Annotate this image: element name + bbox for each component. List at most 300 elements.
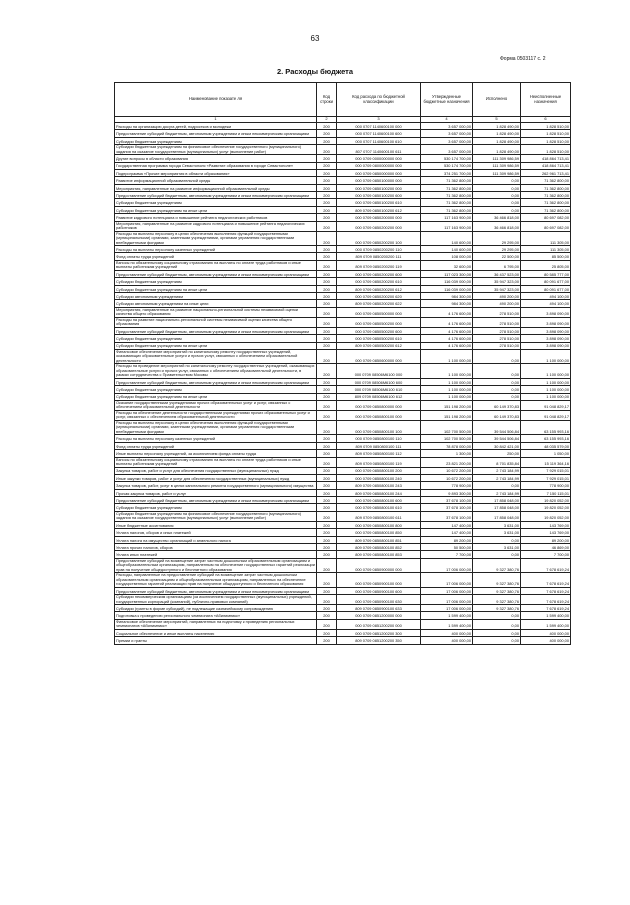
row-unexecuted: 400 000,00 <box>521 637 571 644</box>
row-executed: 0,00 <box>473 637 521 644</box>
row-executed: 0,00 <box>473 177 521 184</box>
row-budget-code: 000 0709 0850200200 620 <box>337 293 421 300</box>
row-unexecuted: 63 155 993,16 <box>521 435 571 442</box>
row-approved: 4 176 600,00 <box>421 317 473 327</box>
table-row <box>115 467 571 474</box>
row-name: Уплата налогов, сборов и иных платежей <box>115 529 317 536</box>
page-number: 63 <box>310 34 320 43</box>
row-budget-code: 809 0709 08506М6100 612 <box>337 393 421 400</box>
row-name: Субсидии (гранты в форме субсидий), не подлежащие казначейскому сопровождению <box>115 605 317 612</box>
row-name: Иные бюджетные ассигнования <box>115 521 317 528</box>
row-budget-code: 809 0709 0850800100 244 <box>337 489 421 496</box>
row-line-code: 200 <box>317 400 337 410</box>
row-unexecuted: 778 900,00 <box>521 482 571 489</box>
row-name: Премии и гранты <box>115 637 317 644</box>
row-budget-code: 809 0709 0850800100 243 <box>337 482 421 489</box>
row-executed: 35 947 323,00 <box>473 278 521 285</box>
row-line-code: 200 <box>317 482 337 489</box>
row-unexecuted: 63 155 993,16 <box>521 420 571 434</box>
row-executed: 111 309 986,59 <box>473 162 521 169</box>
row-unexecuted: 7 700,00 <box>521 551 571 558</box>
row-budget-code: 000 0709 08506М6100 000 <box>337 364 421 378</box>
row-unexecuted: 89 200,00 <box>521 536 571 543</box>
row-unexecuted: 71 362 800,00 <box>521 206 571 213</box>
row-approved: 117 163 900,00 <box>421 221 473 231</box>
header-budget-code: Код расхода по бюджетной классификации <box>337 83 421 117</box>
row-line-code: 200 <box>317 489 337 496</box>
row-budget-code: 000 0709 0850500000 000 <box>337 307 421 317</box>
row-line-code: 200 <box>317 349 337 363</box>
row-executed: 250,00 <box>473 450 521 457</box>
row-line-code: 200 <box>317 595 337 605</box>
row-unexecuted: 80 091 677,00 <box>521 285 571 292</box>
row-approved: 37 678 100,00 <box>421 511 473 521</box>
row-unexecuted: 25 805,00 <box>521 260 571 270</box>
row-unexecuted: 7 678 619,24 <box>521 558 571 572</box>
row-approved: 984 300,00 <box>421 300 473 307</box>
row-approved: 1 100 000,00 <box>421 378 473 385</box>
table-row <box>115 595 571 605</box>
row-name: Уплата прочих налогов, сборов <box>115 543 317 550</box>
table-row <box>115 393 571 400</box>
row-executed: 1 828 490,00 <box>473 145 521 155</box>
row-budget-code: 809 0709 0850800100 851 <box>337 536 421 543</box>
row-approved: 50 500,00 <box>421 543 473 550</box>
row-unexecuted: 7 150 115,01 <box>521 489 571 496</box>
row-executed: 29 295,00 <box>473 246 521 253</box>
row-line-code: 200 <box>317 278 337 285</box>
row-line-code: 200 <box>317 327 337 334</box>
row-line-code: 200 <box>317 410 337 420</box>
row-name: Расходы на проведение мероприятий по капитальному ремонту государственных учреждений, оказывающих образовательные услуги и прочих услуг, связанных с обеспечением образовательной деятельности, в рамках сотрудничества с Правительством Москвы <box>115 364 317 378</box>
row-budget-code: 809 0709 0850800100 852 <box>337 543 421 550</box>
row-name: Иные выплаты персоналу учреждений, за исключением фонда оплаты труда <box>115 450 317 457</box>
table-row <box>115 497 571 504</box>
table-row <box>115 145 571 155</box>
row-name: Субсидии бюджетным учреждениям <box>115 386 317 393</box>
table-row <box>115 543 571 550</box>
row-executed: 22 500,00 <box>473 253 521 260</box>
row-approved: 17 006 000,00 <box>421 595 473 605</box>
row-budget-code: 000 0709 0850800100 610 <box>337 504 421 511</box>
row-name: Расходы на выплаты персоналу в целях обеспечения выполнения функций государственными (муниципальными) органами, казенными учреждениями, органами управления государственными внебюджетными фондами <box>115 420 317 434</box>
row-unexecuted: 91 048 829,17 <box>521 410 571 420</box>
row-name: Закупка товаров, работ, услуг в целях капитального ремонта государственного (муниципального) имущества <box>115 482 317 489</box>
row-approved: 530 174 700,00 <box>421 155 473 162</box>
row-line-code: 200 <box>317 435 337 442</box>
row-name: Субсидии бюджетным учреждениям на иные цели <box>115 206 317 213</box>
row-budget-code: 000 0709 0850800100 800 <box>337 521 421 528</box>
row-approved: 3 657 000,00 <box>421 130 473 137</box>
table-row <box>115 162 571 169</box>
row-executed: 3 631,00 <box>473 543 521 550</box>
row-name: Закупка товаров, работ и услуг для обеспечения государственных (муниципальных) нужд <box>115 467 317 474</box>
row-name: Фонд оплаты труда учреждений <box>115 442 317 449</box>
row-unexecuted: 80 585 777,00 <box>521 270 571 277</box>
row-unexecuted: 1 828 510,00 <box>521 123 571 130</box>
header-name: Наименование показате ля <box>115 83 317 117</box>
table-row <box>115 511 571 521</box>
row-line-code: 200 <box>317 619 337 629</box>
row-executed: 9 327 380,76 <box>473 558 521 572</box>
table-row <box>115 482 571 489</box>
row-unexecuted: 143 769,00 <box>521 521 571 528</box>
row-unexecuted: 19 820 052,00 <box>521 511 571 521</box>
row-budget-code: 000 0709 0850800100 850 <box>337 529 421 536</box>
row-unexecuted: 1 828 510,00 <box>521 130 571 137</box>
row-unexecuted: 19 820 052,00 <box>521 504 571 511</box>
row-line-code: 200 <box>317 253 337 260</box>
row-line-code: 200 <box>317 511 337 521</box>
row-name: Субсидии бюджетным учреждениям на иные цели <box>115 285 317 292</box>
row-line-code: 200 <box>317 162 337 169</box>
row-line-code: 200 <box>317 529 337 536</box>
table-row <box>115 605 571 612</box>
row-budget-code: 809 0709 0850200200 119 <box>337 260 421 270</box>
table-row <box>115 442 571 449</box>
row-line-code: 200 <box>317 497 337 504</box>
row-line-code: 200 <box>317 551 337 558</box>
row-budget-code: 809 0709 0850100200 612 <box>337 206 421 213</box>
row-approved: 400 000,00 <box>421 637 473 644</box>
row-name: Расходы на выплаты персоналу казенных учреждений <box>115 246 317 253</box>
row-executed: 0,00 <box>473 619 521 629</box>
row-name: Фонд оплаты труда учреждений <box>115 253 317 260</box>
row-line-code: 200 <box>317 457 337 467</box>
row-budget-code: 000 0707 1140600100 610 <box>337 137 421 144</box>
row-approved: 3 657 000,00 <box>421 123 473 130</box>
row-line-code: 200 <box>317 386 337 393</box>
row-executed: 39 544 506,84 <box>473 435 521 442</box>
row-budget-code: 000 0709 0850500200 600 <box>337 327 421 334</box>
row-unexecuted: 3 898 090,00 <box>521 327 571 334</box>
row-unexecuted: 1 100 000,00 <box>521 349 571 363</box>
row-executed: 0,00 <box>473 199 521 206</box>
table-row <box>115 349 571 363</box>
row-approved: 32 600,00 <box>421 260 473 270</box>
row-approved: 71 362 800,00 <box>421 177 473 184</box>
row-approved: 1 100 000,00 <box>421 349 473 363</box>
row-budget-code: 809 0709 0850200200 612 <box>337 285 421 292</box>
row-name: Предоставление субсидий на возмещение затрат частным дошкольным образовательным организациям и общеобразовательным организациям, направленным на обеспечение государственных гарантий реализации прав на получение общедоступного и бесплатного образования <box>116 558 315 572</box>
row-line-code: 200 <box>317 573 337 587</box>
row-name: Предоставление субсидий бюджетным, автономным учреждениям и иным некоммерческим организациям <box>115 270 317 277</box>
row-unexecuted: 1 828 510,00 <box>521 145 571 155</box>
row-approved: 778 900,00 <box>421 482 473 489</box>
row-approved: 116 039 000,00 <box>421 278 473 285</box>
row-unexecuted: 143 769,00 <box>521 529 571 536</box>
row-approved: 1 599 400,00 <box>421 612 473 619</box>
row-line-code: 200 <box>317 293 337 300</box>
row-executed: 36 466 818,00 <box>473 221 521 231</box>
row-name: Расходы на развитие национально-региональной системы независимой оценки качества общего образования <box>115 317 317 327</box>
table-row <box>115 293 571 300</box>
header-unexecuted: Неисполненные назначения <box>521 83 571 117</box>
table-row <box>115 410 571 420</box>
row-unexecuted: 71 362 800,00 <box>521 177 571 184</box>
row-executed: 490 200,00 <box>473 293 521 300</box>
row-approved: 984 300,00 <box>421 293 473 300</box>
row-name: Расходы на обеспечение деятельности государственными учреждениями прочих образовательных услуг и услуг, связанных с обеспечением образовательной деятельности <box>115 410 317 420</box>
row-name: Субсидии бюджетным учреждениям на финансовое обеспечение государственного (муниципального) задания на оказание государственных (муниципальных) услуг (выполнение работ) <box>115 511 317 521</box>
row-budget-code: 809 0709 0850800100 853 <box>337 551 421 558</box>
table-row <box>115 221 571 231</box>
row-executed: 1 828 490,00 <box>473 123 521 130</box>
row-budget-code: 000 0709 0850000000 000 <box>337 169 421 176</box>
row-unexecuted: 1 100 000,00 <box>521 393 571 400</box>
row-budget-code: 000 0709 0850900000 000 <box>337 558 421 572</box>
row-executed: 0,00 <box>473 349 521 363</box>
row-executed: 17 858 048,00 <box>473 504 521 511</box>
row-name: Предоставление субсидий бюджетным, автономным учреждениям и иным некоммерческим организациям <box>115 497 317 504</box>
row-budget-code: 000 0707 1140600100 600 <box>337 130 421 137</box>
table-row <box>115 307 571 317</box>
row-line-code: 200 <box>317 221 337 231</box>
row-line-code: 200 <box>317 342 337 349</box>
column-number: 4 <box>421 117 473 123</box>
row-approved: 140 600,00 <box>421 231 473 245</box>
row-budget-code: 809 0709 0850200200 111 <box>337 253 421 260</box>
row-approved: 116 039 000,00 <box>421 285 473 292</box>
table-row <box>115 285 571 292</box>
row-approved: 117 163 900,00 <box>421 214 473 221</box>
row-unexecuted: 46 869,00 <box>521 543 571 550</box>
row-approved: 3 657 000,00 <box>421 145 473 155</box>
row-budget-code: 000 0709 0850100200 610 <box>337 199 421 206</box>
header-executed: Исполнено <box>473 83 521 117</box>
row-executed: 9 327 380,76 <box>473 605 521 612</box>
row-approved: 71 362 800,00 <box>421 192 473 199</box>
row-budget-code: 807 0707 1140600100 611 <box>337 145 421 155</box>
row-budget-code: 000 0709 0850100200 000 <box>337 184 421 191</box>
row-line-code: 200 <box>317 214 337 221</box>
budget-expenses-table <box>114 82 571 645</box>
row-line-code: 200 <box>317 260 337 270</box>
row-name: Субсидии автономным учреждениям <box>115 293 317 300</box>
row-line-code: 200 <box>317 335 337 342</box>
row-executed: 0,00 <box>473 206 521 213</box>
table-row <box>115 253 571 260</box>
row-executed: 2 743 184,99 <box>473 467 521 474</box>
table-row <box>115 327 571 334</box>
table-row <box>115 278 571 285</box>
table-row <box>115 536 571 543</box>
row-budget-code: 000 0709 0850800100 000 <box>337 410 421 420</box>
row-name: Подготовка к проведению регионального чемпионата «Абилимпикс» <box>115 612 317 619</box>
row-approved: 1 100 000,00 <box>421 393 473 400</box>
row-name: Мероприятия, направленные на развитие национально-региональной системы независимой оценки качества общего образования <box>115 307 317 317</box>
row-budget-code: 000 0709 0851200000 000 <box>337 612 421 619</box>
row-approved: 71 362 800,00 <box>421 206 473 213</box>
row-line-code: 200 <box>317 177 337 184</box>
row-approved: 530 174 700,00 <box>421 162 473 169</box>
table-row <box>115 629 571 636</box>
row-line-code: 200 <box>317 587 337 594</box>
row-budget-code: 809 0709 0850200200 622 <box>337 300 421 307</box>
row-line-code: 200 <box>317 317 337 327</box>
row-line-code: 200 <box>317 199 337 206</box>
row-budget-code: 000 0709 0850200200 100 <box>337 231 421 245</box>
row-unexecuted: 80 697 082,00 <box>521 221 571 231</box>
row-name: Развитие кадрового потенциала и повышение рейтинга педагогических работников <box>115 214 317 221</box>
row-executed: 8 701 835,84 <box>473 457 521 467</box>
row-line-code: 200 <box>317 300 337 307</box>
row-approved: 17 006 000,00 <box>421 587 473 594</box>
row-budget-code: 000 0709 08506М6100 610 <box>337 386 421 393</box>
row-unexecuted: 494 100,00 <box>521 293 571 300</box>
row-budget-code: 809 0709 0850800100 112 <box>337 450 421 457</box>
row-line-code: 200 <box>317 467 337 474</box>
table-row <box>115 270 571 277</box>
row-line-code: 200 <box>317 521 337 528</box>
row-line-code: 200 <box>317 637 337 644</box>
row-line-code: 200 <box>317 504 337 511</box>
table-row <box>115 342 571 349</box>
row-budget-code: 000 0709 0850200200 610 <box>337 278 421 285</box>
row-executed: 111 309 986,59 <box>473 169 521 176</box>
row-budget-code: 809 0709 0850800100 119 <box>337 457 421 467</box>
row-approved: 151 198 200,00 <box>421 400 473 410</box>
row-approved: 78 878 000,00 <box>421 442 473 449</box>
row-line-code: 200 <box>317 246 337 253</box>
row-name: Оказание государственными учреждениями прочих образовательных услуг и услуг, связанных с обеспечением образовательной деятельности <box>115 400 317 410</box>
row-name: Субсидии автономным учреждениям на иные цели <box>115 300 317 307</box>
row-approved: 37 678 100,00 <box>421 504 473 511</box>
row-approved: 140 600,00 <box>421 246 473 253</box>
row-line-code: 200 <box>317 393 337 400</box>
table-row <box>115 400 571 410</box>
row-unexecuted: 111 305,00 <box>521 246 571 253</box>
row-name: Социальное обеспечение и иные выплаты населению <box>115 629 317 636</box>
table-row <box>115 231 571 245</box>
table-row <box>115 619 571 629</box>
row-budget-code: 000 0709 0851200200 300 <box>337 629 421 636</box>
row-name: Мероприятия, направленные на развитие кадрового потенциала и повышение рейтинга педагогических работников <box>115 221 317 231</box>
row-budget-code: 000 0709 0850500200 610 <box>337 335 421 342</box>
table-row <box>115 199 571 206</box>
row-name: Финансовое обеспечение мероприятий по капитальному ремонту государственных учреждений, оказывающих образовательные услуги и прочих услуг, связанных с обеспечением образовательной деятельности <box>115 349 317 363</box>
row-executed: 0,00 <box>473 536 521 543</box>
row-executed: 0,00 <box>473 612 521 619</box>
row-unexecuted: 7 929 015,01 <box>521 467 571 474</box>
row-budget-code: 000 0709 0850800100 200 <box>337 467 421 474</box>
row-line-code: 200 <box>317 543 337 550</box>
row-line-code: 200 <box>317 378 337 385</box>
row-line-code: 200 <box>317 192 337 199</box>
row-approved: 4 176 600,00 <box>421 335 473 342</box>
row-line-code: 200 <box>317 420 337 434</box>
row-budget-code: 809 0709 0850800100 611 <box>337 511 421 521</box>
row-budget-code: 000 0709 0850800100 100 <box>337 420 421 434</box>
row-executed: 0,00 <box>473 551 521 558</box>
row-line-code: 200 <box>317 206 337 213</box>
row-line-code: 200 <box>317 155 337 162</box>
table-row <box>115 573 571 587</box>
table-row <box>115 123 571 130</box>
row-executed: 9 327 380,76 <box>473 573 521 587</box>
table-row <box>115 420 571 434</box>
row-unexecuted: 494 100,00 <box>521 300 571 307</box>
header-approved: Утвержденные бюджетные назначения <box>421 83 473 117</box>
table-row <box>115 169 571 176</box>
row-executed: 3 631,00 <box>473 521 521 528</box>
row-name: Мероприятия, направленные на развитие информационной образовательной среды <box>115 184 317 191</box>
row-name: Взносы по обязательному социальному страхованию на выплаты по оплате труда работников и иные выплаты работникам учреждений <box>115 260 317 270</box>
row-budget-code: 000 0709 0850100000 000 <box>337 177 421 184</box>
row-approved: 108 000,00 <box>421 253 473 260</box>
row-budget-code: 000 0709 0850500200 000 <box>337 317 421 327</box>
row-unexecuted: 80 091 677,00 <box>521 278 571 285</box>
table-row <box>115 260 571 270</box>
row-unexecuted: 3 898 090,00 <box>521 335 571 342</box>
row-unexecuted: 7 678 619,24 <box>521 605 571 612</box>
row-name: Субсидии бюджетным учреждениям <box>115 199 317 206</box>
row-unexecuted: 1 100 000,00 <box>521 378 571 385</box>
row-executed: 0,00 <box>473 192 521 199</box>
row-unexecuted: 111 305,00 <box>521 231 571 245</box>
row-approved: 4 176 600,00 <box>421 342 473 349</box>
row-executed: 278 510,00 <box>473 342 521 349</box>
row-approved: 147 400,00 <box>421 521 473 528</box>
row-executed: 1 828 490,00 <box>473 130 521 137</box>
row-budget-code: 000 0709 0850200200 000 <box>337 221 421 231</box>
header-line-code: Код строки <box>317 83 337 117</box>
column-number: 6 <box>521 117 571 123</box>
row-executed: 29 295,00 <box>473 231 521 245</box>
table-row <box>115 558 571 572</box>
table-row <box>115 489 571 496</box>
row-line-code: 200 <box>317 231 337 245</box>
row-unexecuted: 400 000,00 <box>521 629 571 636</box>
row-executed: 278 510,00 <box>473 317 521 327</box>
row-unexecuted: 1 100 000,00 <box>521 386 571 393</box>
row-approved: 1 300,00 <box>421 450 473 457</box>
row-executed: 6 795,00 <box>473 260 521 270</box>
row-executed: 9 327 380,76 <box>473 587 521 594</box>
table-row <box>115 386 571 393</box>
row-executed: 0,00 <box>473 393 521 400</box>
row-executed: 2 743 184,99 <box>473 474 521 481</box>
row-unexecuted: 7 678 619,24 <box>521 573 571 587</box>
row-unexecuted: 7 929 015,01 <box>521 474 571 481</box>
row-approved: 7 700,00 <box>421 551 473 558</box>
row-budget-code: 000 0709 0850600000 000 <box>337 349 421 363</box>
form-label: Форма 0503117 с. 2 <box>500 56 546 62</box>
row-approved: 89 200,00 <box>421 536 473 543</box>
table-row <box>115 246 571 253</box>
table-row <box>115 504 571 511</box>
row-approved: 17 006 000,00 <box>421 558 473 572</box>
row-name: Уплата налога на имущество организаций и земельного налога <box>115 536 317 543</box>
row-budget-code: 000 0709 0850200200 600 <box>337 270 421 277</box>
row-unexecuted: 19 820 052,00 <box>521 497 571 504</box>
row-budget-code: 000 0709 0850900100 000 <box>337 573 421 587</box>
row-line-code: 200 <box>317 612 337 619</box>
row-unexecuted: 7 678 619,24 <box>521 595 571 605</box>
row-name: Субсидии бюджетным учреждениям <box>115 504 317 511</box>
row-line-code: 200 <box>317 270 337 277</box>
row-approved: 3 657 000,00 <box>421 137 473 144</box>
row-approved: 117 023 300,00 <box>421 270 473 277</box>
row-executed: 36 437 523,00 <box>473 270 521 277</box>
row-line-code: 200 <box>317 629 337 636</box>
row-budget-code: 000 0709 0851200200 000 <box>337 619 421 629</box>
row-unexecuted: 48 035 579,00 <box>521 442 571 449</box>
row-budget-code: 000 0709 0850800100 240 <box>337 474 421 481</box>
row-approved: 4 176 600,00 <box>421 327 473 334</box>
row-executed: 17 858 048,00 <box>473 511 521 521</box>
table-row <box>115 206 571 213</box>
